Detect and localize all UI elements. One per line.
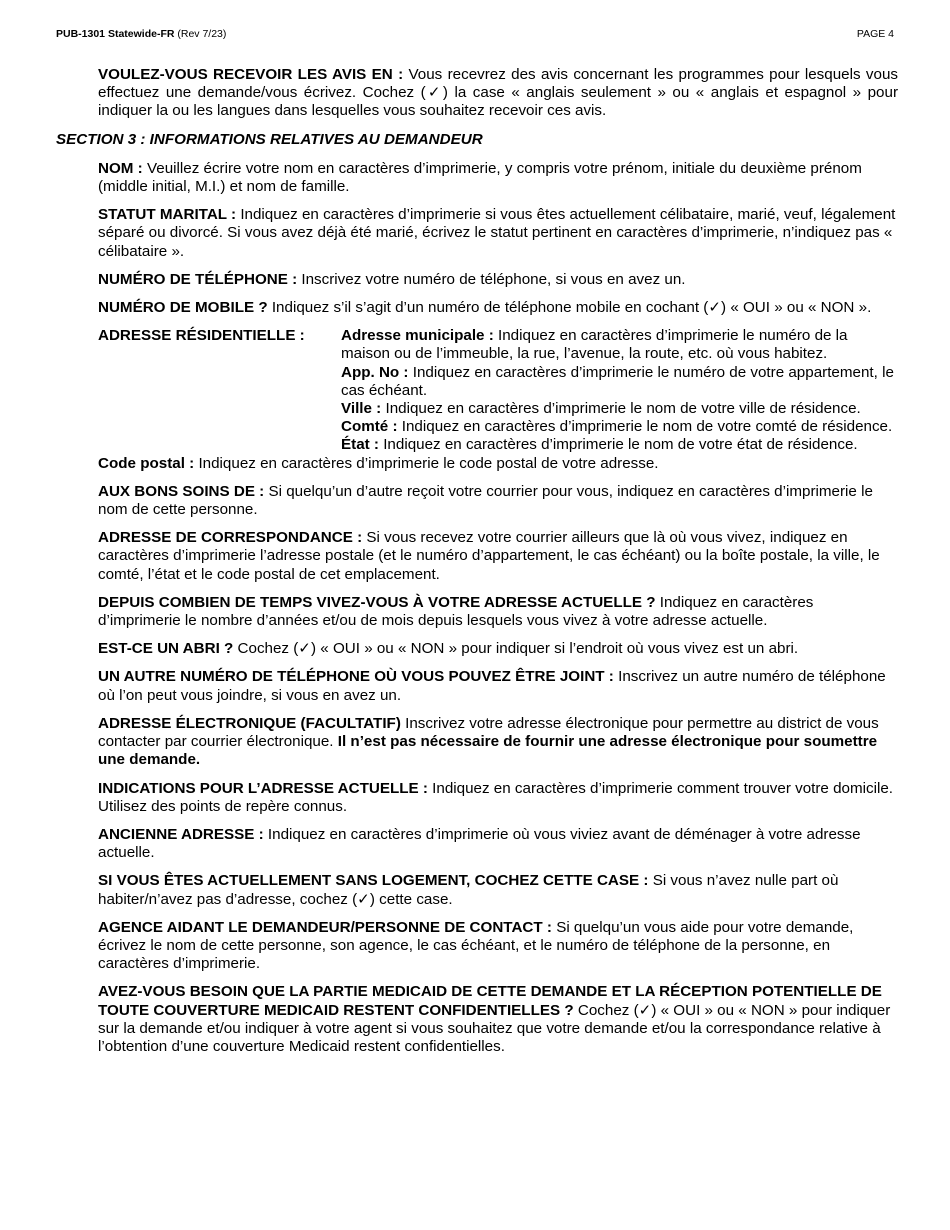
addr-comte-text: Indiquez en caractères d’imprimerie le nom de votre comté de résidence.: [401, 418, 893, 436]
email-paragraph: [98, 715, 898, 770]
indications-title: INDICATIONS POUR L’ADRESSE ACTUELLE :: [98, 779, 428, 797]
addr-municipale-text: Indiquez en caractères d’imprimerie le numéro de la maison ou de l’immeuble, la rue, l’avenue, la route, etc. où vous habitez.: [341, 327, 848, 363]
sans-logement-text: Si vous n’avez nulle part où habiter/n’avez pas d’adresse, cochez (✓) cette case.: [98, 872, 839, 908]
notices-language-text: Vous recevrez des avis concernant les programmes pour lesquels vous effectuez une demande/vous écrivez. Cochez (✓) la case « anglais seulement » ou « anglais et espagnol » pour indiquer la ou les langues dans lesquelles vous souhaitez recevoir ces avis.: [98, 66, 898, 120]
autre-tel-text: Inscrivez un autre numéro de téléphone où l’on peut vous joindre, si vous en avez un.: [98, 668, 886, 704]
residential-address-block: [98, 327, 898, 454]
statut-title: STATUT MARITAL :: [98, 206, 237, 224]
addr-ville-title: Ville :: [341, 400, 382, 418]
sans-logement-title: SI VOUS ÊTES ACTUELLEMENT SANS LOGEMENT, COCHEZ CETTE CASE :: [98, 872, 649, 890]
telephone-text: Inscrivez votre numéro de téléphone, si vous en avez un.: [301, 270, 686, 288]
nom-paragraph: [98, 160, 898, 196]
addr-ville-text: Indiquez en caractères d’imprimerie le nom de votre ville de résidence.: [385, 400, 861, 418]
abri-title: EST-CE UN ABRI ?: [98, 640, 234, 658]
correspondance-text: Si vous recevez votre courrier ailleurs que là où vous vivez, indiquez en caractères d’imprimerie l’adresse postale (et le numéro d’appartement, le cas échéant) ou la boîte postale, la ville, le comté, l’état et le code postal de cet emplacement.: [98, 529, 880, 583]
medicaid-text: Cochez (✓) « OUI » ou « NON » pour indiquer sur la demande et/ou indiquer à votre agent si vous souhaitez que votre demande et/ou la correspondance relative à l’obtention d’une couverture Medicaid restent confidentielles.: [98, 1001, 891, 1055]
agence-text: Si quelqu’un vous aide pour votre demande, écrivez le nom de cette personne, son agence, le cas échéant, et le numéro de téléphone de la personne, en caractères d’imprimerie.: [98, 918, 854, 973]
depuis-paragraph: [98, 594, 898, 630]
addr-municipale: [341, 327, 898, 363]
residential-address-items: [341, 327, 898, 454]
telephone-paragraph: [98, 271, 898, 289]
notices-language-title: VOULEZ-VOUS RECEVOIR LES AVIS EN :: [98, 66, 404, 83]
soins-paragraph: [98, 483, 898, 519]
depuis-title: DEPUIS COMBIEN DE TEMPS VIVEZ-VOUS À VOTRE ADRESSE ACTUELLE ?: [98, 593, 656, 611]
document-body: [56, 66, 898, 1066]
statut-paragraph: [98, 206, 898, 261]
medicaid-title: AVEZ-VOUS BESOIN QUE LA PARTIE MEDICAID DE CETTE DEMANDE ET LA RÉCEPTION POTENTIELLE DE TOUTE COUVERTURE MEDICAID RESTENT CONFIDENTIELLES ?: [98, 983, 882, 1019]
postal-paragraph: [98, 455, 898, 473]
mobile-title: NUMÉRO DE MOBILE ?: [98, 299, 268, 317]
addr-app: [341, 364, 898, 400]
telephone-title: NUMÉRO DE TÉLÉPHONE :: [98, 270, 298, 288]
email-title: ADRESSE ÉLECTRONIQUE (FACULTATIF): [98, 714, 401, 732]
addr-comte-title: Comté :: [341, 418, 398, 436]
correspondance-paragraph: [98, 529, 898, 584]
addr-comte: [341, 418, 898, 436]
addr-municipale-title: Adresse municipale :: [341, 327, 494, 345]
autre-tel-paragraph: [98, 668, 898, 704]
email-bold-text: Il n’est pas nécessaire de fournir une adresse électronique pour soumettre une demande.: [98, 733, 878, 769]
correspondance-title: ADRESSE DE CORRESPONDANCE :: [98, 529, 363, 547]
addr-app-title: App. No :: [341, 363, 409, 381]
ancienne-paragraph: [98, 826, 898, 862]
indications-text: Indiquez en caractères d’imprimerie comment trouver votre domicile. Utilisez des points de repère connus.: [98, 779, 894, 815]
ancienne-text: Indiquez en caractères d’imprimerie où vous viviez avant de déménager à votre adresse actuelle.: [98, 825, 861, 862]
ancienne-title: ANCIENNE ADRESSE :: [98, 825, 264, 843]
nom-text: Veuillez écrire votre nom en caractères d’imprimerie, y compris votre prénom, initiale du deuxième prénom (middle initial, M.I.) et nom de famille.: [98, 159, 862, 196]
addr-etat-title: État :: [341, 436, 379, 454]
nom-title: NOM :: [98, 159, 143, 177]
form-revision: (Rev 7/23): [177, 28, 227, 40]
residential-address-label: ADRESSE RÉSIDENTIELLE :: [98, 327, 305, 345]
abri-text: Cochez (✓) « OUI » ou « NON » pour indiquer si l’endroit où vous vivez est un abri.: [237, 640, 799, 658]
postal-text: Indiquez en caractères d’imprimerie le code postal de votre adresse.: [198, 454, 659, 472]
addr-ville: [341, 400, 898, 418]
page-header: [56, 28, 894, 40]
abri-paragraph: [98, 640, 898, 658]
addr-etat: [341, 436, 898, 454]
statut-text: Indiquez en caractères d’imprimerie si vous êtes actuellement célibataire, marié, veuf, légalement séparé ou divorcé. Si vous avez déjà été marié, écrivez le statut pertinent en caractères d’imprimerie, n’indiquez pas « célibataire ».: [98, 206, 896, 260]
agence-paragraph: [98, 919, 898, 974]
addr-app-text: Indiquez en caractères d’imprimerie le numéro de votre appartement, le cas échéant.: [341, 363, 894, 399]
page-number: PAGE 4: [856, 28, 894, 40]
agence-title: AGENCE AIDANT LE DEMANDEUR/PERSONNE DE CONTACT :: [98, 918, 552, 936]
soins-title: AUX BONS SOINS DE :: [98, 482, 265, 500]
indications-paragraph: [98, 780, 898, 816]
sans-logement-paragraph: [98, 872, 898, 908]
notices-language-paragraph: [98, 66, 898, 121]
medicaid-paragraph: [98, 983, 898, 1056]
depuis-text: Indiquez en caractères d’imprimerie le nombre d’années et/ou de mois depuis lesquels vous vivez à votre adresse actuelle.: [98, 593, 814, 630]
section-title: SECTION 3 : INFORMATIONS RELATIVES AU DEMANDEUR: [56, 130, 483, 148]
mobile-paragraph: [98, 299, 898, 317]
autre-tel-title: UN AUTRE NUMÉRO DE TÉLÉPHONE OÙ VOUS POUVEZ ÊTRE JOINT :: [98, 668, 614, 686]
postal-title: Code postal :: [98, 454, 195, 472]
mobile-text: Indiquez s’il s’agit d’un numéro de téléphone mobile en cochant (✓) « OUI » ou « NON ».: [271, 299, 872, 317]
soins-text: Si quelqu’un d’autre reçoit votre courrier pour vous, indiquez en caractères d’imprimerie le nom de cette personne.: [98, 482, 873, 519]
addr-etat-text: Indiquez en caractères d’imprimerie le nom de votre état de résidence.: [383, 436, 858, 454]
email-text: Inscrivez votre adresse électronique pour permettre au district de vous contacter par courrier électronique.: [98, 714, 879, 751]
form-code: PUB-1301 Statewide-FR: [56, 28, 175, 40]
